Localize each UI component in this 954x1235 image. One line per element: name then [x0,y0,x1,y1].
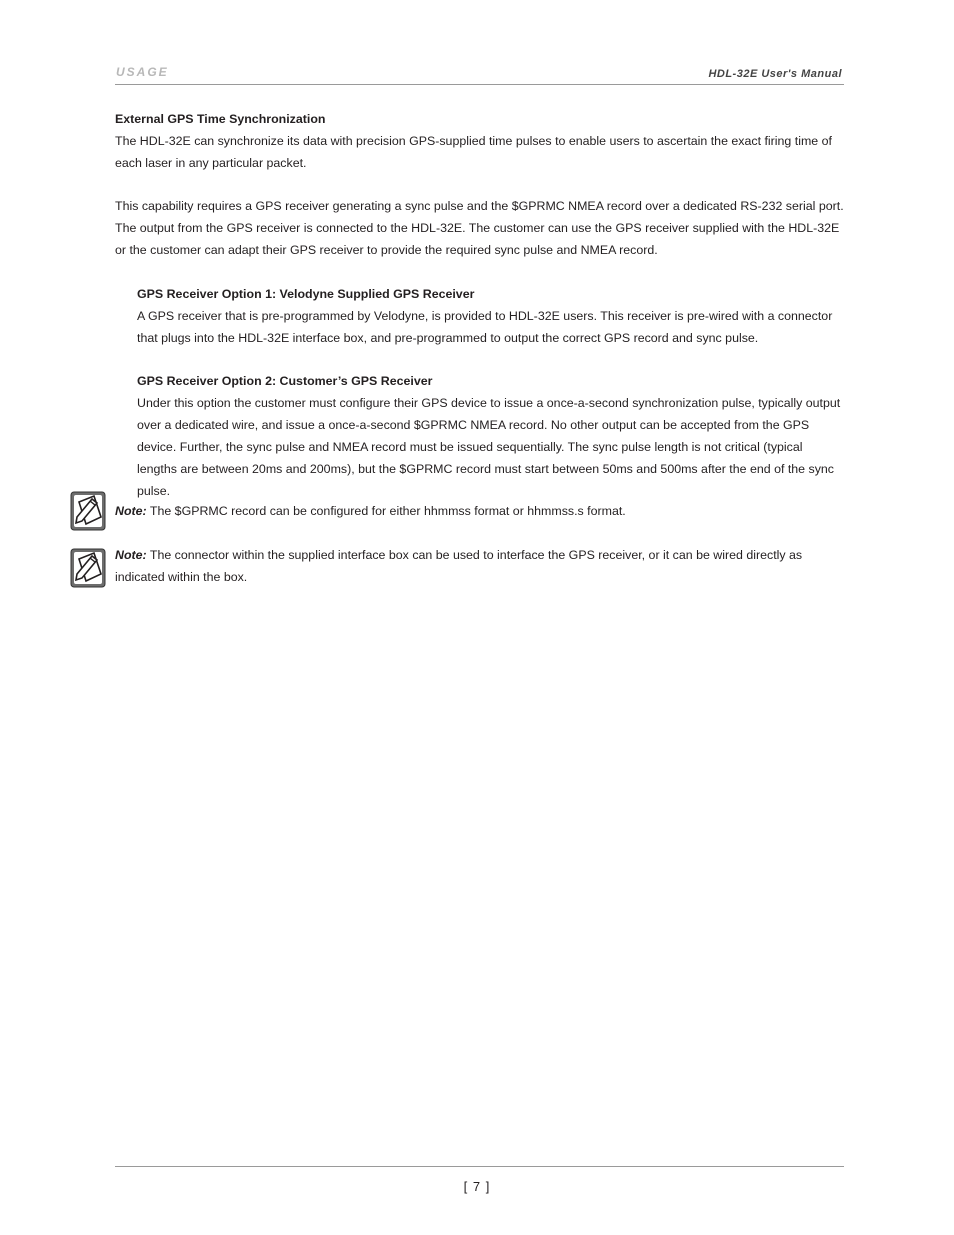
section-heading: External GPS Time Synchronization [115,112,326,126]
header-divider [115,84,844,85]
requirements-line: This capability requires a GPS receiver generating a sync pulse and the $GPRMC NMEA record over a dedicated RS-232 serial port. [115,199,844,213]
note-pencil-icon [70,548,106,588]
running-header-title: HDL-32E User's Manual [708,68,842,80]
note-1 [115,500,845,522]
requirements-line: The output from the GPS receiver is connected to the HDL-32E. The customer can use the GPS receiver supplied with the HDL-32E [115,221,840,235]
running-header-section: USAGE [116,65,169,79]
note-text: The connector within the supplied interface box can be used to interface the GPS receiver, or it can be wired directly as indicated within the box. [115,548,803,584]
note-2 [115,544,825,588]
option-2-heading: GPS Receiver Option 2: Customer’s GPS Receiver [137,374,433,388]
note-pencil-icon [70,491,106,531]
footer-divider [115,1166,844,1167]
page-number: [ 7 ] [463,1179,491,1194]
requirements-line: or the customer can adapt their GPS receiver to provide the required sync pulse and NMEA record. [115,243,658,257]
option-2-body: Under this option the customer must configure their GPS device to issue a once-a-second synchronization pulse, typically output over a dedicated wire, and issue a once-a-second $GPRMC NMEA record. No other output can be accepted from the GPS device. Further, the sync pulse and NMEA record must be issued sequentially. The sync pulse length is not critical (typical lengths are between 20ms and 200ms), but the $GPRMC record must start between 50ms and 500ms after the end of the sync pulse. [137,396,841,498]
option-1-heading: GPS Receiver Option 1: Velodyne Supplied GPS Receiver [137,287,475,301]
note-text: The $GPRMC record can be configured for either hhmmss format or hhmmss.s format. [146,504,626,518]
requirements-paragraph [115,195,855,261]
note-label: Note: [115,504,147,518]
option-1-body: A GPS receiver that is pre-programmed by Velodyne, is provided to HDL-32E users. This receiver is pre-wired with a connector that plugs into the HDL-32E interface box, and pre-programmed to output the correct GPS record and sync pulse. [137,309,833,345]
option-1 [137,283,850,349]
note-label: Note: [115,548,147,562]
option-2 [137,370,842,502]
gps-sync-section [115,108,850,174]
intro-paragraph: The HDL-32E can synchronize its data with precision GPS-supplied time pulses to enable users to ascertain the exact firing time of each laser in any particular packet. [115,134,832,170]
